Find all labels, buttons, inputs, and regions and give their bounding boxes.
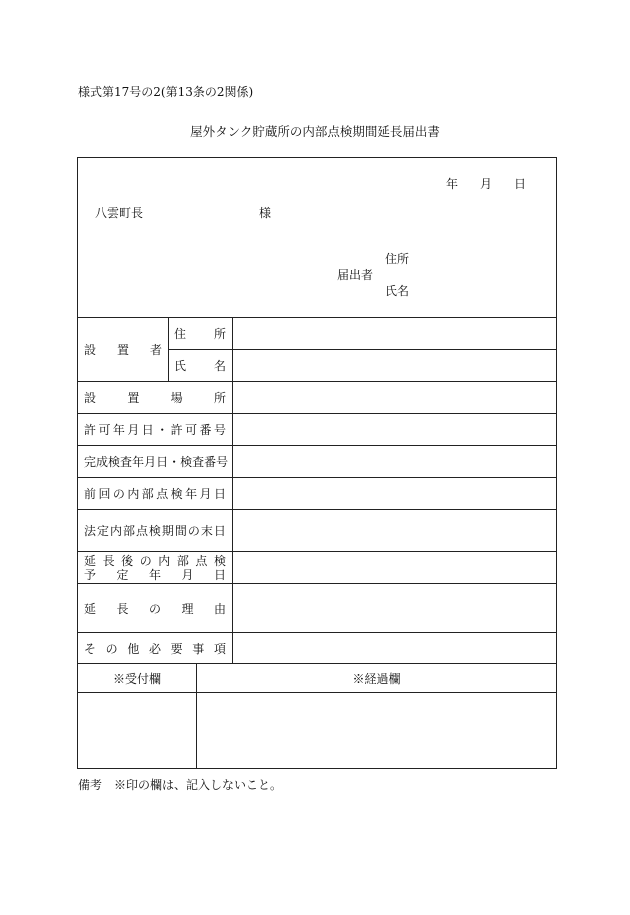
addressee-honorific: 様: [259, 206, 272, 220]
label-char: 項: [213, 641, 226, 656]
date-month-label: 月: [479, 176, 492, 191]
label-char: 場: [170, 391, 183, 405]
label-char: 設: [84, 391, 97, 405]
label-char: 必: [148, 641, 161, 656]
document-title: 屋外タンク貯蔵所の内部点検期間延長届出書: [190, 124, 440, 139]
label-char: 法: [84, 524, 97, 538]
label-char: 予: [84, 568, 97, 582]
label-char: 内: [158, 554, 171, 568]
label-char: 点: [156, 487, 169, 501]
label-char: 検: [108, 455, 121, 469]
date-year-label: 年: [446, 176, 459, 191]
reason-field[interactable]: [233, 584, 555, 632]
label-char: 検: [148, 524, 161, 538]
label-char: 日: [156, 455, 169, 469]
previous-inspection-label: [84, 478, 226, 509]
label-char: ・: [168, 455, 181, 469]
permit-label: [84, 414, 226, 445]
label-char: 氏: [174, 359, 187, 373]
label-char: 日: [213, 487, 226, 501]
location-label-text: [84, 389, 226, 406]
progress-field[interactable]: [197, 693, 556, 768]
installer-address-label-text: [174, 325, 226, 342]
label-char: 年: [185, 487, 198, 501]
label-char: の: [148, 601, 161, 616]
label-char: 長: [102, 554, 115, 568]
label-char: 完: [84, 455, 97, 469]
label-char: 名: [213, 359, 226, 373]
label-char: 号: [216, 455, 229, 469]
extended-date-label: [84, 554, 226, 582]
label-char: 月: [199, 487, 212, 501]
label-char: の: [187, 524, 200, 538]
label-char: 住: [174, 327, 187, 341]
other-label: [84, 633, 226, 663]
label-char: 前: [84, 487, 97, 501]
label-char: 月: [144, 455, 157, 469]
permit-field[interactable]: [233, 414, 555, 445]
label-char: 許: [84, 423, 97, 437]
reason-label: [84, 584, 226, 632]
remarks: 備考 ※印の欄は、記入しないこと。: [78, 778, 283, 792]
label-char: 許: [170, 423, 183, 437]
notifier-address-label: 住所: [385, 252, 410, 266]
completion-label-text: [84, 453, 229, 470]
label-char: の: [105, 641, 118, 656]
label-char: 点: [135, 524, 148, 538]
label-char: 査: [120, 455, 133, 469]
label-char: 可: [98, 423, 111, 437]
addressee: 八雲町長: [95, 206, 144, 220]
label-char: 番: [204, 455, 217, 469]
other-label-text: [84, 640, 226, 657]
installer-label-text: [84, 341, 162, 358]
label-char: 検: [180, 455, 193, 469]
other-field[interactable]: [233, 633, 555, 663]
label-char: 月: [127, 423, 140, 437]
label-char: 査: [192, 455, 205, 469]
label-char: 後: [121, 554, 134, 568]
label-char: 定: [96, 524, 109, 538]
label-char: 年: [112, 423, 125, 437]
label-char: 置: [127, 391, 140, 405]
notifier-name-label: 氏名: [385, 284, 410, 298]
label-char: 部: [122, 524, 135, 538]
label-char: そ: [84, 641, 97, 656]
label-char: 要: [170, 641, 183, 656]
form-number: 様式第17号の2(第13条の2関係): [78, 85, 254, 99]
location-field[interactable]: [233, 382, 555, 413]
extended-date-field[interactable]: [233, 552, 555, 583]
extended-line2-text: [84, 568, 226, 582]
previous-inspection-label-text: [84, 485, 226, 502]
installer-label: [84, 318, 162, 381]
label-char: の: [139, 554, 152, 568]
label-char: 他: [127, 641, 140, 656]
statutory-end-label: [84, 510, 226, 551]
location-label: [84, 382, 226, 413]
installer-address-label: [174, 318, 226, 349]
completion-label: [84, 446, 229, 477]
label-char: 間: [174, 524, 187, 538]
label-char: 回: [98, 487, 111, 501]
label-char: 期: [161, 524, 174, 538]
notifier-label: 届出者: [337, 268, 374, 282]
label-char: 理: [181, 601, 194, 616]
label-char: 号: [213, 423, 226, 437]
label-char: 延: [84, 601, 97, 616]
label-char: 可: [185, 423, 198, 437]
label-char: 者: [149, 343, 162, 357]
label-char: 検: [170, 487, 183, 501]
label-char: 日: [141, 423, 154, 437]
statutory-end-label-text: [84, 522, 226, 539]
label-char: 設: [84, 343, 97, 357]
label-char: ・: [156, 423, 169, 437]
installer-name-label-text: [174, 357, 226, 374]
form-table: [77, 157, 557, 769]
label-char: 内: [109, 524, 122, 538]
date-day-label: 日: [513, 176, 526, 191]
label-char: 内: [127, 487, 140, 501]
label-char: 番: [199, 423, 212, 437]
previous-inspection-field[interactable]: [233, 478, 555, 509]
permit-label-text: [84, 421, 226, 438]
reason-label-text: [84, 600, 226, 617]
reception-header: ※受付欄: [112, 671, 161, 686]
label-char: 日: [213, 524, 226, 538]
installer-address-field[interactable]: [233, 318, 555, 349]
label-char: 部: [141, 487, 154, 501]
label-char: 延: [84, 554, 97, 568]
label-char: 由: [213, 601, 226, 616]
installer-name-label: [174, 350, 226, 381]
date-field[interactable]: [446, 176, 526, 190]
extended-line1-text: [84, 554, 226, 568]
label-char: 末: [200, 524, 213, 538]
statutory-end-field[interactable]: [233, 510, 555, 551]
completion-field[interactable]: [233, 446, 555, 477]
label-char: 定: [116, 568, 129, 582]
label-char: 検: [213, 554, 226, 568]
label-char: 年: [132, 455, 145, 469]
label-char: 部: [176, 554, 189, 568]
label-char: 日: [213, 568, 226, 582]
label-char: 成: [96, 455, 109, 469]
progress-header: ※経過欄: [352, 671, 401, 686]
label-char: 月: [181, 568, 194, 582]
label-char: 所: [213, 391, 226, 405]
label-char: 年: [148, 568, 161, 582]
label-char: 事: [192, 641, 205, 656]
label-char: 置: [116, 343, 129, 357]
reception-field[interactable]: [78, 693, 196, 768]
label-char: の: [112, 487, 125, 501]
label-char: 所: [213, 327, 226, 341]
label-char: 長: [116, 601, 129, 616]
label-char: 点: [195, 554, 208, 568]
installer-name-field[interactable]: [233, 350, 555, 381]
